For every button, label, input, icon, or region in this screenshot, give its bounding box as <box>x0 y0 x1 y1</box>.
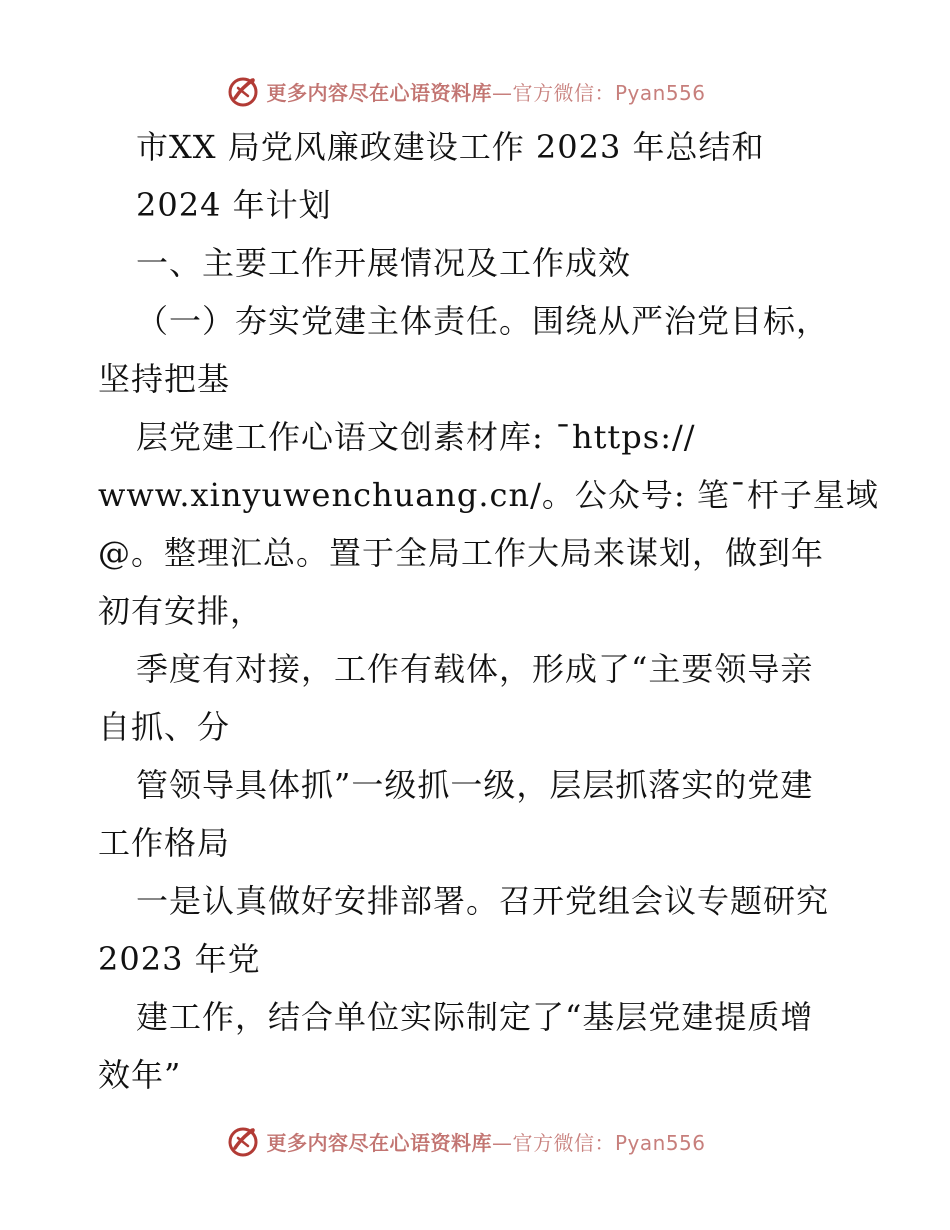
paragraph-line: www.xinyuwenchuang.cn/。公众号: 笔¯杆子星域 <box>98 476 879 514</box>
paragraph-line: 效年” <box>98 1056 182 1094</box>
paragraph-line: @。整理汇总。置于全局工作大局来谋划，做到年 <box>98 534 825 572</box>
header-banner-text <box>266 77 705 106</box>
paragraph-line: 季度有对接，工作有载体，形成了“主要领导亲 <box>136 650 814 688</box>
paragraph-line: 建工作，结合单位实际制定了“基层党建提质增 <box>136 998 814 1036</box>
header-banner-inner <box>226 74 705 108</box>
paragraph-line: 层党建工作心语文创素材库: ¯https:// <box>136 418 696 456</box>
header-banner <box>0 71 950 111</box>
paragraph-line: 坚持把基 <box>98 360 231 398</box>
footer-banner-inner <box>226 1124 705 1158</box>
header-banner-wechat: 官方微信： <box>512 80 615 105</box>
doc-title-line-1: 市XX 局党风廉政建设工作 2023 年总结和 <box>136 128 765 166</box>
header-banner-separator: — <box>491 80 513 105</box>
paragraph-line: 2023 年党 <box>98 940 261 978</box>
section-heading: 一、主要工作开展情况及工作成效 <box>136 244 632 282</box>
footer-banner-cn: 更多内容尽在心语资料库 <box>266 1130 492 1155</box>
paragraph-line: 管领导具体抓”一级抓一级，层层抓落实的党建 <box>136 766 814 804</box>
footer-banner <box>0 1121 950 1161</box>
footer-banner-wechat: 官方微信： <box>512 1130 615 1155</box>
header-banner-cn: 更多内容尽在心语资料库 <box>266 80 492 105</box>
brush-seal-logo-icon <box>226 1124 260 1158</box>
paragraph-line: 自抓、分 <box>98 708 231 746</box>
doc-title-line-2: 2024 年计划 <box>136 186 332 224</box>
paragraph-line: （一）夯实党建主体责任。围绕从严治党目标， <box>136 302 830 340</box>
footer-banner-id: Pyan556 <box>614 1130 706 1155</box>
header-banner-id: Pyan556 <box>614 80 706 105</box>
paragraph-line: 工作格局 <box>98 824 231 862</box>
paragraph-line: 一是认真做好安排部署。召开党组会议专题研究 <box>136 882 830 920</box>
footer-banner-separator: — <box>491 1130 513 1155</box>
brush-seal-logo-icon <box>226 74 260 108</box>
document-body <box>98 118 879 1104</box>
footer-banner-text <box>266 1127 705 1156</box>
paragraph-line: 初有安排， <box>98 592 264 630</box>
